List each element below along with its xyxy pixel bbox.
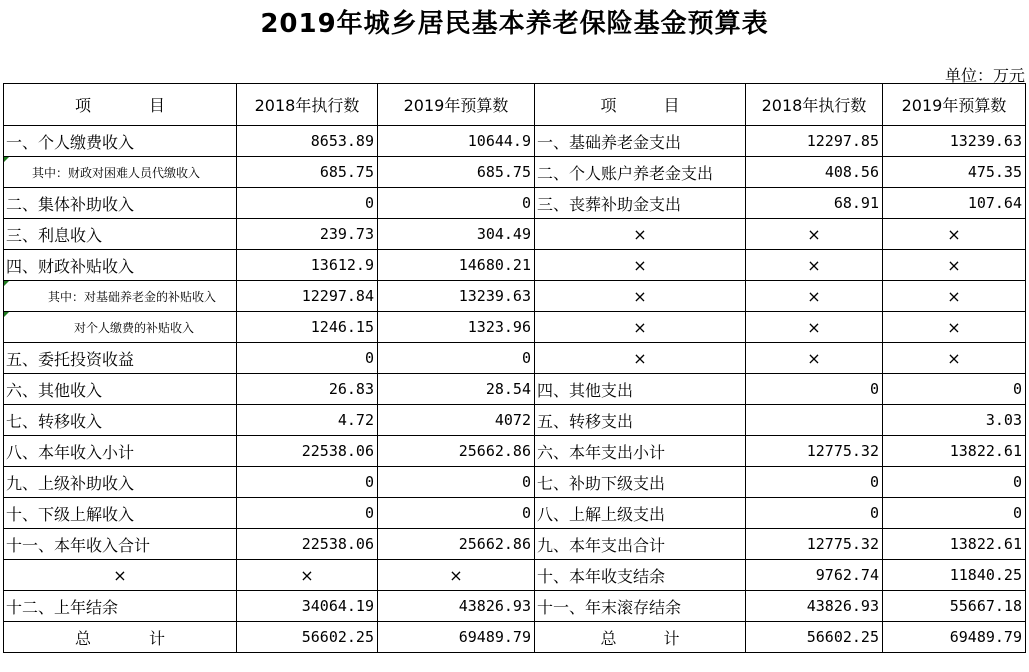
expense-2018: 12775.32 xyxy=(746,529,883,560)
income-2018: 239.73 xyxy=(237,219,378,250)
table-row xyxy=(4,560,1026,591)
expense-item: 六、本年支出小计 xyxy=(535,436,746,467)
income-2018: 13612.9 xyxy=(237,250,378,281)
expense-item: × xyxy=(535,219,746,250)
expense-2019: 107.64 xyxy=(883,188,1026,219)
expense-2019: 13239.63 xyxy=(883,126,1026,157)
income-item: 四、财政补贴收入 xyxy=(4,250,237,281)
table-row xyxy=(4,529,1026,560)
expense-item: 五、转移支出 xyxy=(535,405,746,436)
expense-2019: 55667.18 xyxy=(883,591,1026,622)
income-item: 十一、本年收入合计 xyxy=(4,529,237,560)
income-2019: 304.49 xyxy=(378,219,535,250)
income-2019: × xyxy=(378,560,535,591)
income-2019: 28.54 xyxy=(378,374,535,405)
income-2018: 34064.19 xyxy=(237,591,378,622)
header-2018-right: 2018年执行数 xyxy=(746,84,883,126)
table-row xyxy=(4,188,1026,219)
income-2018: 22538.06 xyxy=(237,436,378,467)
expense-2018: 0 xyxy=(746,498,883,529)
expense-2018: 12297.85 xyxy=(746,126,883,157)
expense-2019: 475.35 xyxy=(883,157,1026,188)
income-2018: × xyxy=(237,560,378,591)
income-2018: 0 xyxy=(237,498,378,529)
total-income-2019: 69489.79 xyxy=(378,622,535,653)
expense-2018: 9762.74 xyxy=(746,560,883,591)
table-row xyxy=(4,312,1026,343)
income-2019: 1323.96 xyxy=(378,312,535,343)
income-2019: 25662.86 xyxy=(378,436,535,467)
expense-item: × xyxy=(535,343,746,374)
header-2018-left: 2018年执行数 xyxy=(237,84,378,126)
income-item: 九、上级补助收入 xyxy=(4,467,237,498)
expense-2019: 3.03 xyxy=(883,405,1026,436)
income-2018: 685.75 xyxy=(237,157,378,188)
income-item: × xyxy=(4,560,237,591)
total-income-2018: 56602.25 xyxy=(237,622,378,653)
expense-2019: 0 xyxy=(883,374,1026,405)
income-2019: 0 xyxy=(378,498,535,529)
expense-2019: 13822.61 xyxy=(883,436,1026,467)
expense-item: 七、补助下级支出 xyxy=(535,467,746,498)
expense-2018: × xyxy=(746,343,883,374)
income-2019: 0 xyxy=(378,343,535,374)
income-item: 其中：财政对困难人员代缴收入 xyxy=(4,157,237,188)
expense-item: × xyxy=(535,250,746,281)
expense-2019: × xyxy=(883,343,1026,374)
expense-2019: 0 xyxy=(883,498,1026,529)
table-row xyxy=(4,157,1026,188)
header-2019-left: 2019年预算数 xyxy=(378,84,535,126)
income-2018: 0 xyxy=(237,467,378,498)
income-item: 十、下级上解收入 xyxy=(4,498,237,529)
total-expense-2018: 56602.25 xyxy=(746,622,883,653)
expense-2018: × xyxy=(746,219,883,250)
income-2019: 685.75 xyxy=(378,157,535,188)
income-item: 对个人缴费的补贴收入 xyxy=(4,312,237,343)
table-row xyxy=(4,405,1026,436)
expense-2019: × xyxy=(883,281,1026,312)
income-2018: 8653.89 xyxy=(237,126,378,157)
expense-item: 二、个人账户养老金支出 xyxy=(535,157,746,188)
table-row xyxy=(4,374,1026,405)
expense-item: 十、本年收支结余 xyxy=(535,560,746,591)
income-item: 七、转移收入 xyxy=(4,405,237,436)
income-2019: 0 xyxy=(378,188,535,219)
expense-item: × xyxy=(535,312,746,343)
header-2019-right: 2019年预算数 xyxy=(883,84,1026,126)
income-2019: 10644.9 xyxy=(378,126,535,157)
table-row xyxy=(4,498,1026,529)
expense-2018: × xyxy=(746,281,883,312)
table-row xyxy=(4,281,1026,312)
income-2018: 0 xyxy=(237,343,378,374)
expense-2018: × xyxy=(746,312,883,343)
income-2019: 0 xyxy=(378,467,535,498)
table-row xyxy=(4,591,1026,622)
total-label-right: 总 计 xyxy=(535,622,746,653)
income-item: 十二、上年结余 xyxy=(4,591,237,622)
expense-2019: × xyxy=(883,312,1026,343)
expense-2018: 12775.32 xyxy=(746,436,883,467)
income-2019: 43826.93 xyxy=(378,591,535,622)
table-row xyxy=(4,250,1026,281)
expense-2018: 0 xyxy=(746,374,883,405)
expense-2018 xyxy=(746,405,883,436)
expense-2018: 68.91 xyxy=(746,188,883,219)
income-2019: 13239.63 xyxy=(378,281,535,312)
expense-2018: × xyxy=(746,250,883,281)
income-2018: 22538.06 xyxy=(237,529,378,560)
expense-2019: 0 xyxy=(883,467,1026,498)
expense-2018: 0 xyxy=(746,467,883,498)
income-2018: 26.83 xyxy=(237,374,378,405)
table-row xyxy=(4,219,1026,250)
income-item: 六、其他收入 xyxy=(4,374,237,405)
expense-2019: 11840.25 xyxy=(883,560,1026,591)
income-2018: 0 xyxy=(237,188,378,219)
total-label-left: 总 计 xyxy=(4,622,237,653)
expense-item: × xyxy=(535,281,746,312)
expense-item: 十一、年末滚存结余 xyxy=(535,591,746,622)
expense-2019: × xyxy=(883,250,1026,281)
expense-2019: × xyxy=(883,219,1026,250)
total-expense-2019: 69489.79 xyxy=(883,622,1026,653)
income-2019: 14680.21 xyxy=(378,250,535,281)
page-title: 2019年城乡居民基本养老保险基金预算表 xyxy=(260,9,769,39)
table-row xyxy=(4,126,1026,157)
header-item-left: 项 目 xyxy=(4,84,237,126)
budget-table xyxy=(3,83,1026,653)
header-item-right: 项 目 xyxy=(535,84,746,126)
income-item: 八、本年收入小计 xyxy=(4,436,237,467)
total-row xyxy=(4,622,1026,653)
income-2018: 1246.15 xyxy=(237,312,378,343)
expense-item: 九、本年支出合计 xyxy=(535,529,746,560)
income-2019: 25662.86 xyxy=(378,529,535,560)
income-item: 三、利息收入 xyxy=(4,219,237,250)
income-2019: 4072 xyxy=(378,405,535,436)
income-item: 二、集体补助收入 xyxy=(4,188,237,219)
income-2018: 12297.84 xyxy=(237,281,378,312)
unit-label: 单位：万元 xyxy=(944,66,1025,85)
expense-item: 四、其他支出 xyxy=(535,374,746,405)
expense-2019: 13822.61 xyxy=(883,529,1026,560)
expense-2018: 408.56 xyxy=(746,157,883,188)
table-row xyxy=(4,436,1026,467)
table-row xyxy=(4,343,1026,374)
income-item: 五、委托投资收益 xyxy=(4,343,237,374)
expense-2018: 43826.93 xyxy=(746,591,883,622)
table-row xyxy=(4,467,1026,498)
expense-item: 三、丧葬补助金支出 xyxy=(535,188,746,219)
income-item: 一、个人缴费收入 xyxy=(4,126,237,157)
table-header-row xyxy=(4,84,1026,126)
expense-item: 八、上解上级支出 xyxy=(535,498,746,529)
income-2018: 4.72 xyxy=(237,405,378,436)
income-item: 其中：对基础养老金的补贴收入 xyxy=(4,281,237,312)
expense-item: 一、基础养老金支出 xyxy=(535,126,746,157)
